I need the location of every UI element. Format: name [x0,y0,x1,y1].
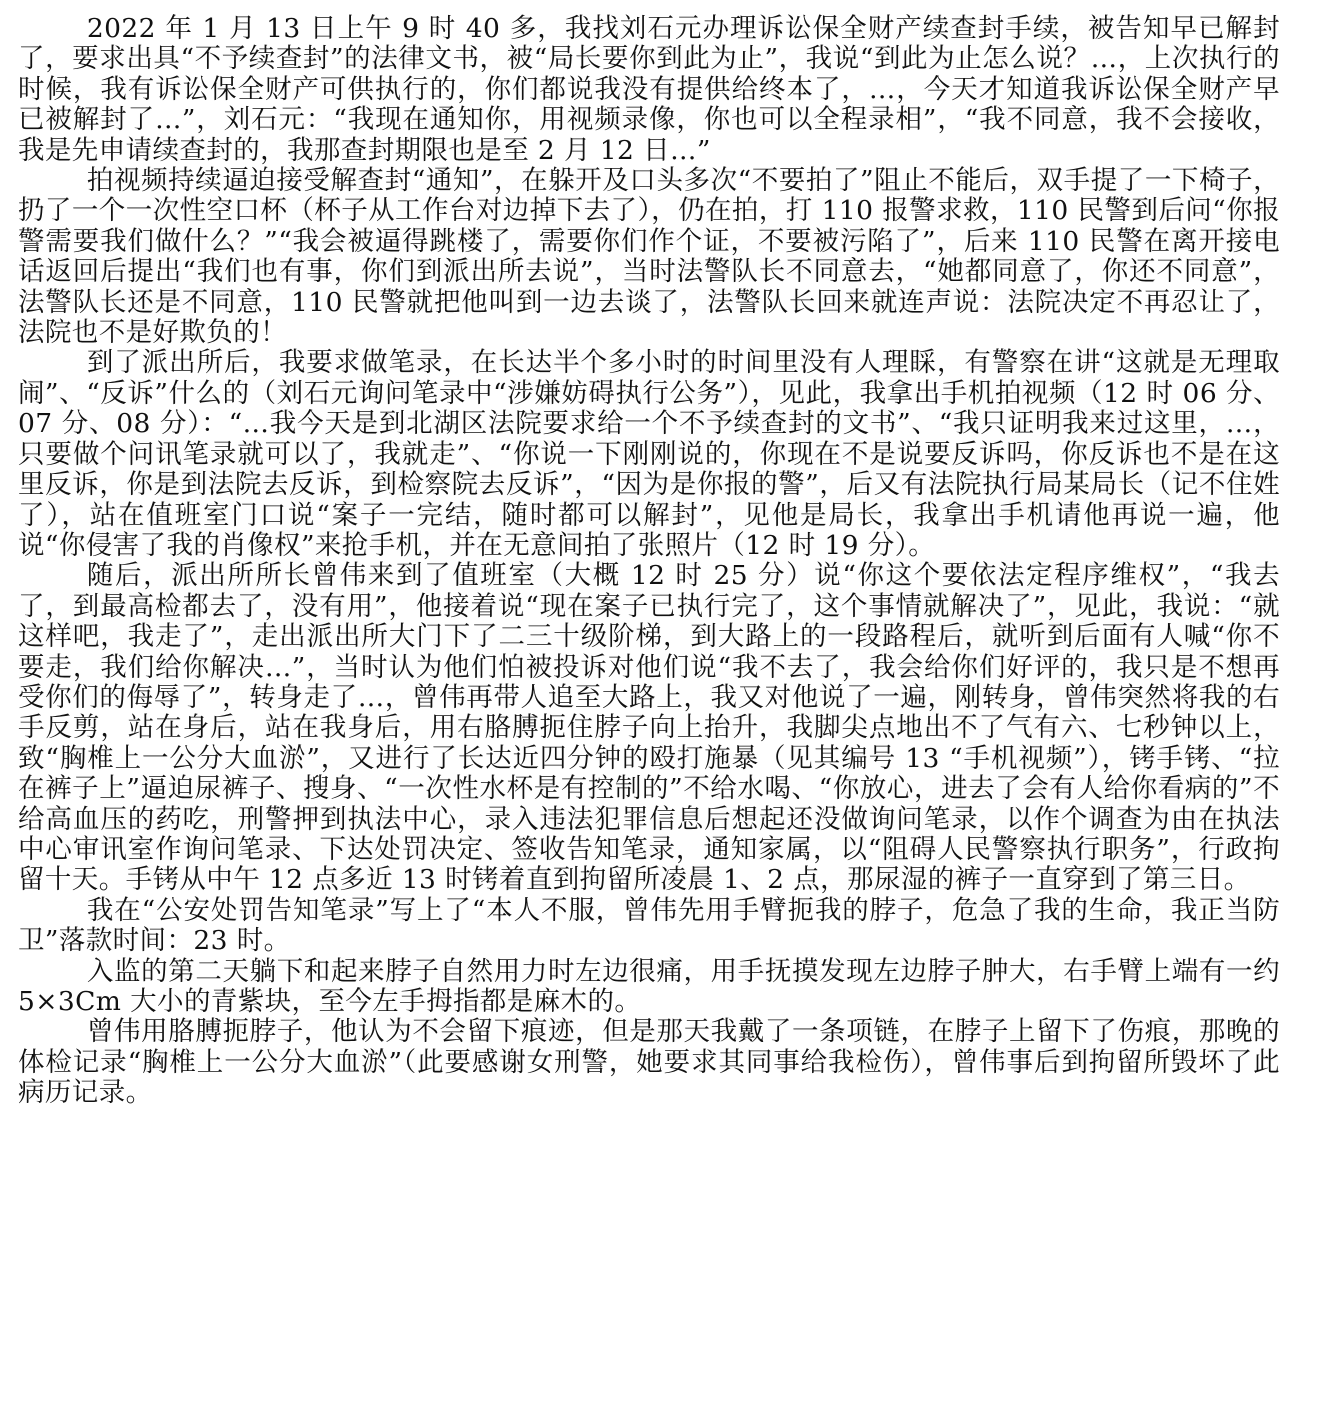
paragraph-4: 随后，派出所所长曾伟来到了值班室（大概 12 时 25 分）说“你这个要依法定程序维权”，“我去了，到最高检都去了，没有用”，他接着说“现在案子已执行完了，这个事情就解决了”，见此，我说：“就这样吧，我走了”，走出派出所大门下了二三十级阶梯，到大路上的一段路程后，就听到后面有人喊“你不要走，我们给你解决…”，当时认为他们怕被投诉对他们说“我不去了，我会给你们好评的，我只是不想再受你们的侮辱了”，转身走了…，曾伟再带人追至大路上，我又对他说了一遍，刚转身，曾伟突然将我的右手反剪，站在身后，站在我身后，用右胳膊扼住脖子向上抬升，我脚尖点地出不了气有六、七秒钟以上，致“胸椎上一公分大血淤”，又进行了长达近四分钟的殴打施暴（见其编号 13 “手机视频”），铐手铐、“拉在裤子上”逼迫尿裤子、搜身、“一次性水杯是有控制的”不给水喝、“你放心，进去了会有人给你看病的”不给高血压的药吃，刑警押到执法中心，录入违法犯罪信息后想起还没做询问笔录，以作个调查为由在执法中心审讯室作询问笔录、下达处罚决定、签收告知笔录，通知家属，以“阻碍人民警察执行职务”，行政拘留十天。手铐从中午 12 点多近 13 时铐着直到拘留所凌晨 1、2 点，那尿湿的裤子一直穿到了第三日。 [18,560,1280,896]
paragraph-2: 拍视频持续逼迫接受解查封“通知”，在躲开及口头多次“不要拍了”阻止不能后，双手提了一下椅子，扔了一个一次性空口杯（杯子从工作台对边掉下去了），仍在拍，打 110 报警求救，110 民警到后问“你报警需要我们做什么？”“我会被逼得跳楼了，需要你们作个证，不要被污陷了”，后来 110 民警在离开接电话返回后提出“我们也有事，你们到派出所去说”，当时法警队长不同意去，“她都同意了，你还不同意”，法警队长还是不同意，110 民警就把他叫到一边去谈了，法警队长回来就连声说：法院决定不再忍让了，法院也不是好欺负的！ [18,165,1280,349]
document-page [18,14,1280,1109]
paragraph-7: 曾伟用胳膊扼脖子，他认为不会留下痕迹，但是那天我戴了一条项链，在脖子上留下了伤痕，那晚的体检记录“胸椎上一公分大血淤”（此要感谢女刑警，她要求其同事给我检伤），曾伟事后到拘留所毁坏了此病历记录。 [18,1016,1280,1109]
paragraph-3: 到了派出所后，我要求做笔录，在长达半个多小时的时间里没有人理睬，有警察在讲“这就是无理取闹”、“反诉”什么的（刘石元询问笔录中“涉嫌妨碍执行公务”），见此，我拿出手机拍视频（12 时 06 分、07 分、08 分）：“…我今天是到北湖区法院要求给一个不予续查封的文书”、“我只证明我来过这里，…，只要做个问讯笔录就可以了，我就走”、“你说一下刚刚说的，你现在不是说要反诉吗，你反诉也不是在这里反诉，你是到法院去反诉，到检察院去反诉”，“因为是你报的警”，后又有法院执行局某局长（记不住姓了），站在值班室门口说“案子一完结，随时都可以解封”，见他是局长，我拿出手机请他再说一遍，他说“你侵害了我的肖像权”来抢手机，并在无意间拍了张照片（12 时 19 分）。 [18,347,1280,561]
paragraph-6: 入监的第二天躺下和起来脖子自然用力时左边很痛，用手抚摸发现左边脖子肿大，右手臂上端有一约 5×3Cm 大小的青紫块，至今左手拇指都是麻木的。 [18,955,1280,1017]
paragraph-5: 我在“公安处罚告知笔录”写上了“本人不服，曾伟先用手臂扼我的脖子，危急了我的生命，我正当防卫”落款时间：23 时。 [18,894,1280,957]
paragraph-1: 2022 年 1 月 13 日上午 9 时 40 多，我找刘石元办理诉讼保全财产续查封手续，被告知早已解封了，要求出具“不予续查封”的法律文书，被“局长要你到此为止”，我说“到此为止怎么说？…，上次执行的时候，我有诉讼保全财产可供执行的，你们都说我没有提供给终本了，…，今天才知道我诉讼保全财产早已被解封了…”，刘石元：“我现在通知你，用视频录像，你也可以全程录相”，“我不同意，我不会接收，我是先申请续查封的，我那查封期限也是至 2 月 12 日…” [18,13,1280,166]
